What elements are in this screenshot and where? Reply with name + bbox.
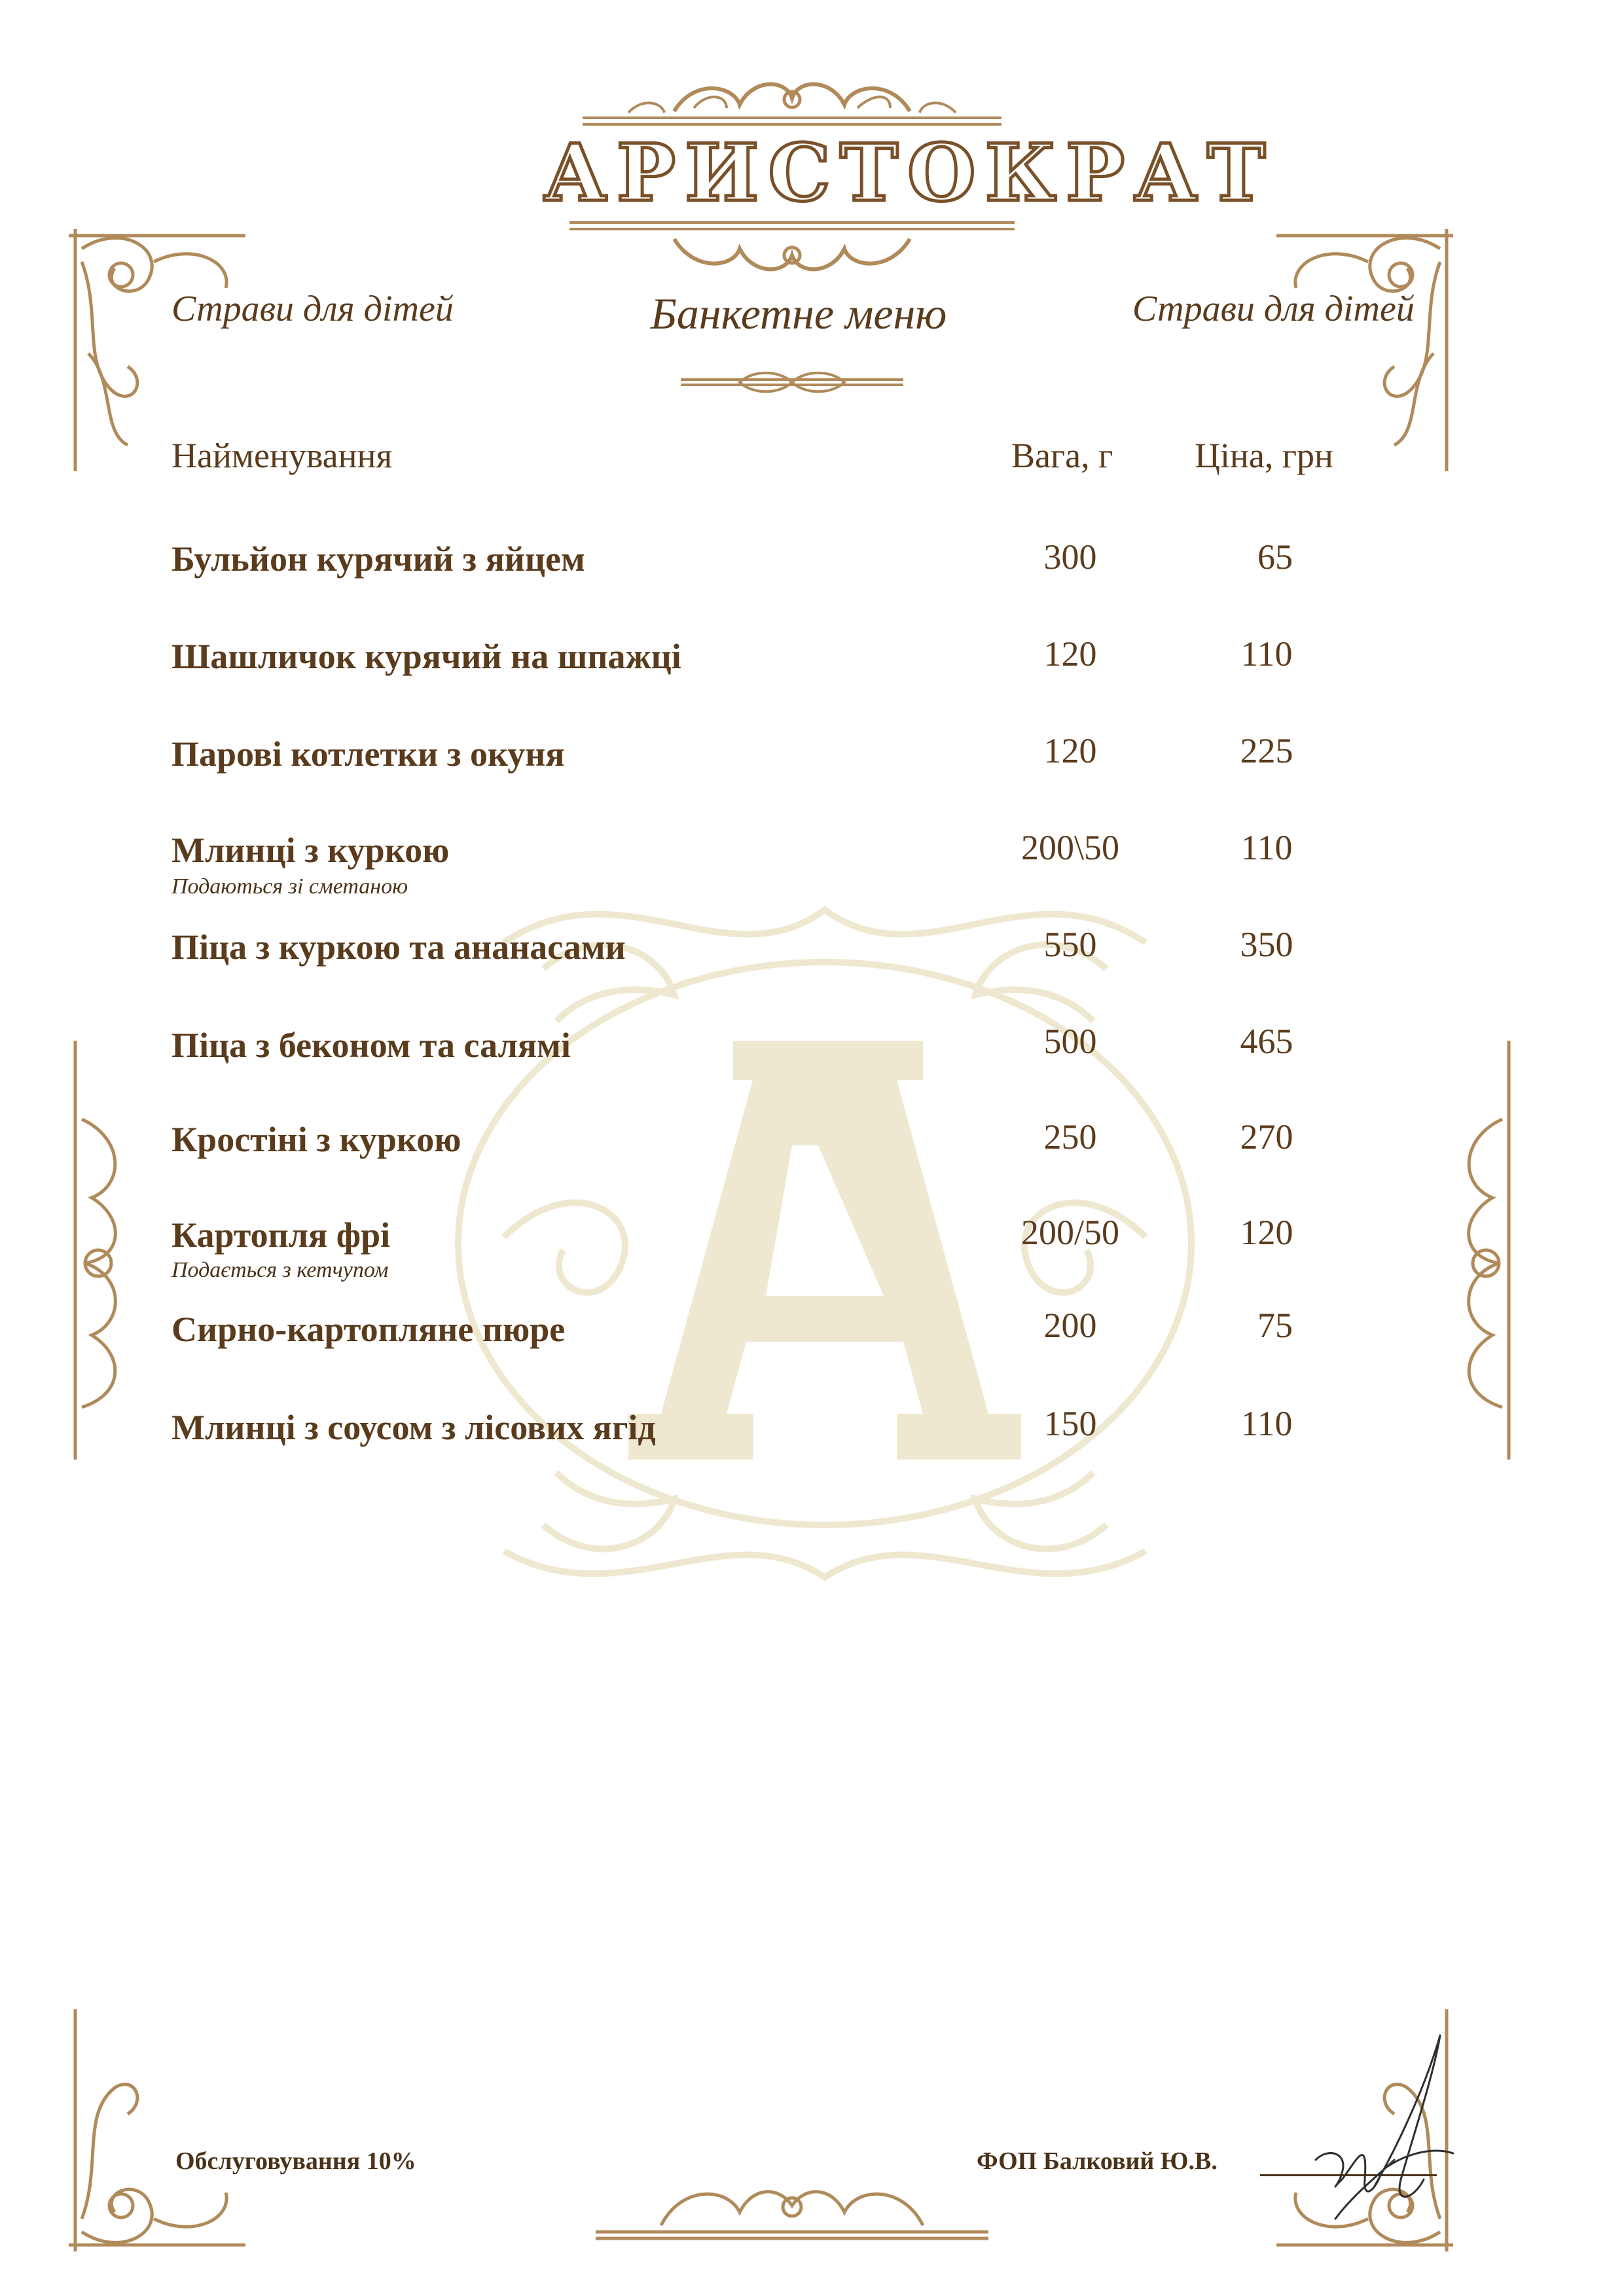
heading-underline-ornament [681,367,903,399]
menu-item-price: 110 [1240,828,1293,867]
side-ornament-right [1460,1041,1519,1460]
menu-item-weight: 120 [1043,731,1097,770]
signature [1303,2022,1473,2238]
column-header-name: Найменування [171,436,393,475]
menu-item-price: 465 [1240,1022,1293,1061]
menu-item-name: Парові котлетки з окуня [171,734,565,774]
ornament-icon [62,2003,252,2258]
menu-item-name: Кростіні з куркою [171,1120,461,1159]
menu-item-name: Млинці з соусом з лісових ягід [171,1408,656,1447]
corner-ornament-bottom-left [62,2003,252,2258]
menu-item-price: 75 [1257,1306,1293,1345]
footer-service: Обслуговування 10% [175,2147,416,2175]
menu-item-weight: 550 [1043,925,1097,964]
menu-item-note: Подається з кетчупом [171,1258,389,1282]
menu-item-weight: 500 [1043,1022,1097,1061]
menu-item-note: Подаються зі сметаною [171,874,408,899]
logo-text: АРИСТОКРАТ [543,127,1275,219]
column-header-weight: Вага, г [1011,436,1113,475]
menu-item-weight: 300 [1043,537,1097,577]
ornament-icon [65,1041,124,1460]
menu-item-price: 350 [1240,925,1293,964]
menu-item-weight: 200\50 [1020,828,1119,867]
ornament-icon [583,2173,1001,2245]
menu-item-price: 270 [1240,1117,1293,1157]
signature-icon [1303,2022,1473,2238]
menu-item-name: Картопля фрі [171,1215,391,1255]
footer-owner: ФОП Балковий Ю.В. [977,2147,1218,2175]
menu-item-weight: 250 [1043,1117,1097,1157]
menu-item-price: 225 [1240,731,1293,770]
menu-item-weight: 200 [1043,1306,1097,1345]
menu-item-name: Піца з беконом та салямі [171,1026,571,1065]
menu-item-price: 65 [1257,537,1293,577]
menu-item-name: Бульйон курячий з яйцем [171,539,585,579]
side-ornament-left [65,1041,124,1460]
menu-item-price: 110 [1240,634,1293,673]
heading-right: Страви для дітей [1132,289,1415,329]
bottom-center-ornament [583,2173,1001,2245]
heading-left: Страви для дітей [171,289,454,329]
heading-center: Банкетне меню [650,289,947,338]
menu-item-price: 110 [1240,1404,1293,1443]
menu-item-name: Піца з куркою та ананасами [171,927,626,967]
menu-item-name: Шашличок курячий на шпажці [171,637,681,676]
ornament-icon [1460,1041,1519,1460]
menu-item-price: 120 [1240,1213,1293,1252]
column-header-price: Ціна, грн [1195,436,1333,475]
menu-item-weight: 200/50 [1020,1213,1119,1252]
menu-item-weight: 150 [1043,1404,1097,1443]
menu-item-name: Сирно-картопляне пюре [171,1310,566,1349]
ornament-icon [681,367,903,399]
menu-item-weight: 120 [1043,634,1097,673]
menu-item-name: Млинці з куркою [171,831,450,870]
